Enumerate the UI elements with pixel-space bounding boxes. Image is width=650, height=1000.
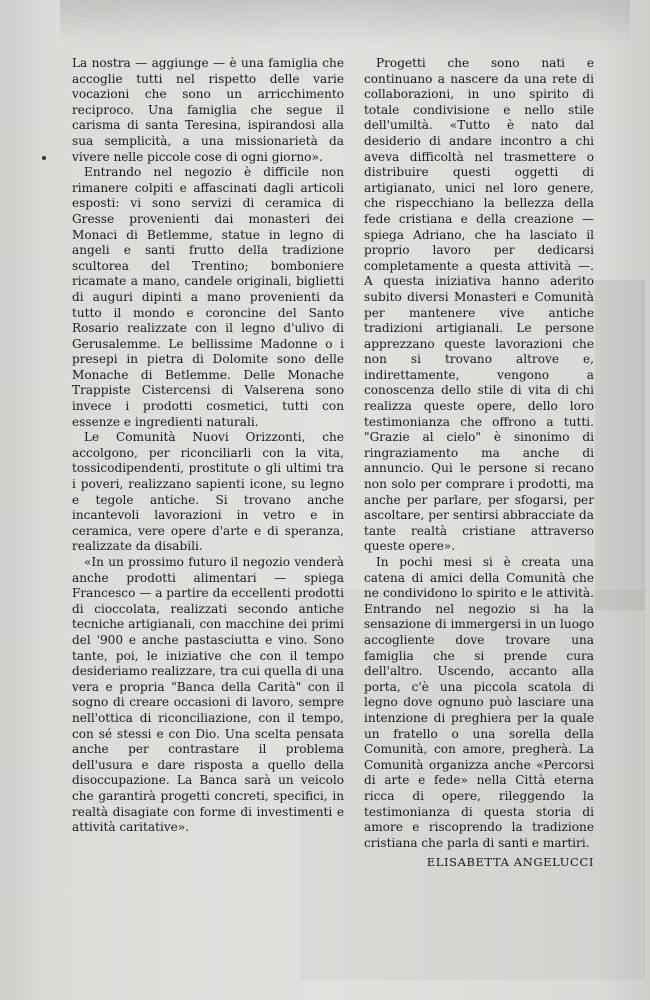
show-through-right — [595, 280, 645, 610]
author-signature: ELISABETTA ANGELUCCI — [426, 855, 594, 870]
article-left-column — [72, 56, 344, 836]
paragraph: Entrando nel negozio è difficile non rimanere colpiti e affascinati dagli articoli esposti: vi sono servizi di ceramica di Gresse provenienti dai monasteri dei Monaci di Betlemme, statue in legno di angeli e santi frutto della tradizione scultorea del Trentino; bomboniere ricamate a mano, candele originali, biglietti di auguri dipinti a mano provenienti da tutto il mondo e coroncine del Santo Rosario realizzate con il legno d'ulivo di Gerusalemme. Le bellissime Madonne o i presepi in pietra di Dolomite sono delle Monache di Betlemme. Delle Monache Trappiste Cistercensi di Valserena sono invece i prodotti cosmetici, tutti con essenze e ingredienti naturali. — [72, 165, 344, 429]
paragraph: Le Comunità Nuovi Orizzonti, che accolgono, per riconciliarli con la vita, tossicodipendenti, prostitute o gli ultimi tra i poveri, realizzano sapienti icone, su legno e tegole antiche. Si trovano anche incantevoli lavorazioni in vetro e in ceramica, vere opere d'arte e di speranza, realizzate da disabili. — [72, 430, 344, 554]
paragraph: La nostra — aggiunge — è una famiglia che accoglie tutti nel rispetto delle varie vocazioni che sono un arricchimento reciproco. Una famiglia che segue il carisma di santa Teresina, ispirandosi alla sua semplicità, a una missionarietà da vivere nelle piccole cose di ogni giorno». — [72, 56, 344, 164]
paragraph: «In un prossimo futuro il negozio venderà anche prodotti alimentari — spiega Francesco — a partire da eccellenti prodotti di cioccolata, realizzati secondo antiche tecniche artigianali, con macchine dei primi del '900 e anche pastasciutta e vino. Sono tante, poi, le iniziative che con il tempo desideriamo realizzare, tra cui quella di una vera e propria "Banca della Carità" con il sogno di creare occasioni di lavoro, sempre nell'ottica di riconciliazione, con il tempo, con sé stessi e con Dio. Una scelta pensata anche per contrastare il problema dell'usura e dare risposta a quello della disoccupazione. La Banca sarà un veicolo che garantirà progetti concreti, specifici, in realtà disagiate con forme di investimenti e attività caritative». — [72, 555, 344, 835]
paragraph: In pochi mesi si è creata una catena di amici della Comunità che ne condividono lo spirito e le attività. Entrando nel negozio si ha la sensazione di immergersi in un luogo accogliente dove trovare una famiglia che si prende cura dell'altro. Uscendo, accanto alla porta, c'è una piccola scatola di legno dove ognuno può lasciare una intenzione di preghiera per la quale un fratello o una sorella della Comunità, con amore, pregherà. La Comunità organizza anche «Percorsi di arte e fede» nella Città eterna ricca di opere, rileggendo la testimonianza di questa storia di amore e riscoprendo la tradizione cristiana che parla di santi e martiri. — [364, 555, 594, 850]
article-right-column — [364, 56, 594, 871]
margin-bullet-mark — [42, 156, 46, 160]
paragraph: Progetti che sono nati e continuano a nascere da una rete di collaborazioni, in uno spirito di totale condivisione e nello stile dell'umiltà. «Tutto è nato dal desiderio di andare incontro a chi aveva difficoltà nel trasmettere o distribuire questi oggetti di artigianato, unici nel loro genere, che rispecchiano la bellezza della fede cristiana e della creazione — spiega Adriano, che ha lasciato il proprio lavoro per dedicarsi completamente a questa attività —. A questa iniziativa hanno aderito subito diversi Monasteri e Comunità per mantenere vive antiche tradizioni artigianali. Le persone apprezzano queste lavorazioni che non si trovano altrove e, indirettamente, vengono a conoscenza dello stile di vita di chi realizza queste opere, dello loro testimonianza che offrono a tutti. "Grazie al cielo" è sinonimo di ringraziamento ma anche di annuncio. Qui le persone si recano non solo per comprare i prodotti, ma anche per parlare, per sfogarsi, per ascoltare, per sentirsi abbracciate da tante realtà cristiane attraverso queste opere». — [364, 56, 594, 554]
page-top-shadow — [60, 0, 630, 46]
